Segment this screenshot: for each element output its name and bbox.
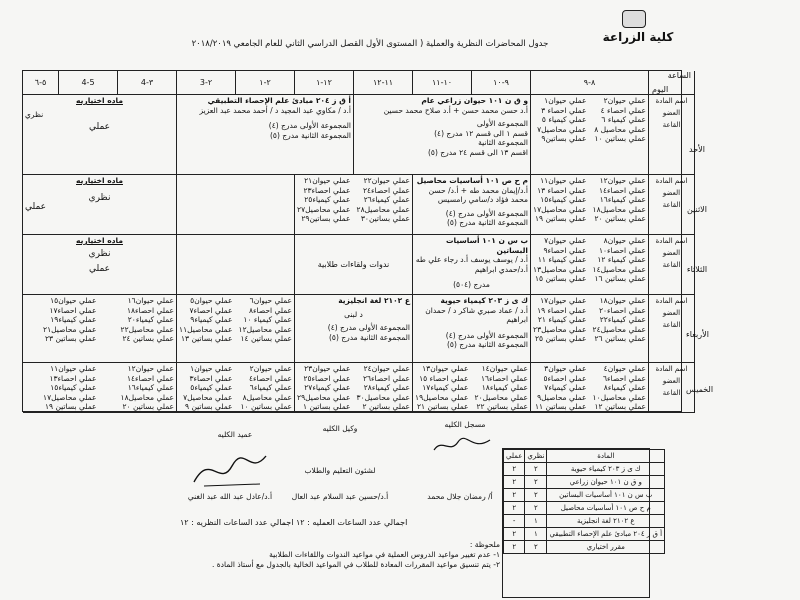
- tue-horticulture: [413, 235, 531, 295]
- practical-item: عملي بساتين ١٦: [594, 274, 646, 283]
- subjects-row: [504, 541, 665, 554]
- practical-hours: -: [504, 515, 525, 528]
- practical-item: عملي كيمياء ٢١: [537, 315, 587, 324]
- practicals-a: [415, 364, 469, 411]
- practical-item: عملي محاصيل٢٨: [356, 204, 410, 214]
- practical-item: عملي كيمياء٢٨: [363, 383, 410, 392]
- header-corner: [649, 71, 695, 95]
- practical-item: عملي بساتين٩: [541, 134, 587, 143]
- practical-item: عملي احصاء٢٠: [598, 305, 646, 315]
- timetable-grid: [22, 70, 691, 412]
- label-hall: القاعة: [662, 321, 681, 329]
- course-title: أ ق ز ٢٠٤ مبادئ علم الإحصاء التطبيقي: [207, 96, 351, 105]
- practical-item: عملي كيمياء١٥: [540, 195, 587, 204]
- group-1: المجموعة الأولى مدرج (٤): [268, 121, 351, 130]
- slot-5-6: ٥-٦: [23, 71, 59, 95]
- practical-item: عملي كيمياء٢٦: [363, 195, 410, 204]
- subjects-row: [504, 515, 665, 528]
- practicals-a: [25, 364, 97, 411]
- practical-item: عملي بساتين ٢٠: [122, 402, 174, 411]
- group-2: المجموعة الثانية مدرج (٥): [446, 218, 528, 227]
- group-2-detail: اقسم ١٣ الى قسم ٢٤ مدرج (٥): [427, 147, 528, 157]
- practical-item: عملي محاصيل١٨: [120, 392, 174, 402]
- practical-item: عملي حيوان١٢: [599, 176, 646, 185]
- practical-item: عملي كيمياء٢٧: [304, 383, 351, 392]
- thu-practicals-3-4: [23, 363, 177, 413]
- practical-label: عملي: [88, 264, 111, 274]
- practical-item: عملي حيوان١٢: [127, 364, 174, 373]
- page-title: جدول المحاضرات النظرية والعملية ( المستوى الأول القصل الدراسي الثاني للعام الجامعي ٢٠١٨/٢٠١٩: [191, 39, 549, 49]
- theory-hours: ٢: [525, 541, 547, 554]
- practicals-b: [593, 236, 647, 293]
- slot-3-4: ٣-4: [118, 71, 177, 95]
- note-2: ٢- يتم تنسيق مواعيد المقررات المعادة للطلاب في المواعيد الخالية بالجدول مع أستاذ المادة .: [211, 560, 500, 569]
- practical-item: عملي حيوان١٥: [50, 296, 97, 305]
- subjects-row: [504, 502, 665, 515]
- practical-item: عملي كيمياء ١١: [537, 255, 587, 264]
- subject-name: م ح ص ١٠١ أساسيات محاصيل: [547, 502, 665, 515]
- course-title: م ح ص ١٠١ أساسيات محاصيل: [416, 176, 528, 185]
- practical-item: عملي احصاء١٦: [480, 373, 528, 383]
- dean-signature-icon: [190, 442, 270, 492]
- practical-item: عملي حيوان٣: [544, 364, 587, 373]
- label-hall: القاعة: [662, 389, 681, 397]
- practical-item: عملي كيمياء١٦: [127, 383, 174, 392]
- tue-practicals-8-9: [531, 235, 649, 295]
- practical-item: عملي احصاء ٤: [600, 105, 646, 115]
- practicals-b: [593, 296, 647, 361]
- practical-hours: ٢: [504, 476, 525, 489]
- registrar-title: مسجل الكليه: [444, 420, 486, 429]
- practical-item: عملي حيوان٧: [544, 236, 587, 245]
- practicals-a: [533, 96, 587, 173]
- label-subject: اسم المادة: [655, 177, 688, 185]
- practical-item: عملي احصاء٢٥: [303, 373, 351, 383]
- practical-item: عملي كيمياء٥: [190, 383, 233, 392]
- tue-elective: [23, 235, 177, 295]
- practical-item: عملي احصاء٦: [603, 373, 646, 383]
- theory-label: نظري: [88, 192, 111, 203]
- slot-11-12: ١١-١٢: [354, 71, 413, 95]
- col-subject: المادة: [547, 450, 665, 463]
- theory-label: نظري: [25, 109, 44, 119]
- practical-item: عملي حيوان١٦: [127, 296, 174, 305]
- slot-12-1: ١٢-١: [295, 71, 354, 95]
- practical-hours: ٢: [504, 541, 525, 554]
- practical-item: عملي محاصيل١٤: [592, 264, 646, 274]
- practicals-b: [357, 364, 411, 411]
- thu-practicals-8-9: [531, 363, 649, 413]
- practical-item: عملي احصاء٣: [189, 373, 233, 383]
- sun-row-labels: [649, 95, 695, 175]
- label-subject: اسم المادة: [655, 297, 688, 305]
- practicals-b: [593, 96, 647, 173]
- practical-item: عملي محاصيل١٣: [533, 264, 587, 274]
- day-monday: الاثنين: [687, 205, 707, 214]
- theory-hours: ٢: [525, 489, 547, 502]
- label-member: العضو: [662, 109, 681, 117]
- practical-item: عملي محاصيل١٨: [592, 204, 646, 214]
- practicals-b: [103, 364, 175, 411]
- mon-empty-1: [177, 175, 295, 235]
- mon-elective: [23, 175, 177, 235]
- group-1: المجموعة الأولى مدرج (٤): [445, 330, 528, 340]
- practical-item: عملي بساتين ١٤: [240, 334, 292, 343]
- practical-item: عملي بساتين ١٩: [535, 214, 587, 223]
- practical-item: عملي احصاء ٣: [541, 105, 587, 115]
- practical-item: عملي احصاء ١٥: [419, 373, 469, 383]
- subjects-table: [502, 448, 663, 598]
- day-label: اليوم: [652, 84, 669, 94]
- practical-item: عملي احصاء١٠: [598, 245, 646, 255]
- practical-item: عملي احصاء١٧: [49, 305, 97, 315]
- practicals-a: [25, 296, 97, 361]
- label-member: العضو: [662, 249, 681, 257]
- sun-animal: [354, 95, 531, 175]
- practical-item: عملي بساتين٣٠: [360, 214, 410, 223]
- practical-item: عملي حيوان١١: [50, 364, 97, 373]
- practical-item: عملي محاصيل٢٧: [297, 204, 351, 214]
- practical-item: عملي كيمياء٢٠: [127, 315, 174, 324]
- practical-item: عملي كيمياء ١٢: [597, 255, 646, 264]
- theory-hours: ١: [525, 528, 547, 541]
- practical-item: عملي كيمياء١٩: [50, 315, 97, 324]
- group-2: المجموعة الثانية مدرج (٥): [328, 332, 410, 342]
- wed-biochem: [413, 295, 531, 363]
- practicals-a: [179, 364, 233, 411]
- practical-item: عملي بساتين ١٢: [594, 402, 646, 411]
- theory-hours: ١: [525, 515, 547, 528]
- practical-item: عملي بساتين ٢١: [417, 402, 469, 411]
- practical-item: عملي احصاء٨: [249, 305, 292, 315]
- label-member: العضو: [662, 309, 681, 317]
- label-subject: اسم المادة: [655, 365, 688, 373]
- practical-item: عملي حيوان٢٤: [363, 364, 410, 373]
- dean-title: عميد الكليه: [217, 430, 253, 439]
- course-member: أ.د / مكاوي عبد المجيد د / أحمد محمد عبد العزيز: [199, 105, 351, 115]
- practicals-a: [533, 236, 587, 293]
- practical-item: عملي محاصيل٧: [537, 124, 587, 134]
- wed-practicals-8-9: [531, 295, 649, 363]
- group-1: المجموعة الأولى: [476, 119, 528, 128]
- practicals-a: [533, 364, 587, 411]
- wed-english: [295, 295, 413, 363]
- practical-item: عملي حيوان١: [544, 96, 587, 105]
- course-title: ك ى ز ٢٠٣ كيمياء حيوية: [440, 296, 528, 305]
- subject-name: ع ٢١٠٢ لغة انجليزية: [547, 515, 665, 528]
- practical-item: عملي احصاء١٣: [49, 373, 97, 383]
- practical-item: عملي احصاء١٤: [598, 185, 646, 195]
- practical-item: عملي كيمياء ١٠: [243, 315, 292, 324]
- theory-hours: ٢: [525, 502, 547, 515]
- practical-item: عملي حيوان٢: [249, 364, 292, 373]
- mon-practicals-8-9: [531, 175, 649, 235]
- thu-practicals-12-1: [295, 363, 413, 413]
- tue-seminars: ندوات ولقاءات طلابية: [295, 235, 413, 295]
- day-sunday: الأحد: [689, 145, 705, 154]
- practical-item: عملي احصاء٢٤: [362, 185, 410, 195]
- course-member: أ.د/إيمان محمد طه + أ.د/ حسن محمد فؤاد د/سامي رامسيس: [428, 185, 528, 204]
- practical-item: عملي كيمياء ٦: [601, 115, 646, 124]
- course-member: أ.د / يوسف يوسف أ.د رجاء علي طه أ.د/حمدي ابراهيم: [415, 255, 528, 274]
- elective-label: ماده اختياريه: [76, 236, 123, 245]
- practicals-b: [239, 296, 293, 361]
- day-wednesday: الأربعاء: [686, 330, 709, 339]
- wed-practicals-1-2: [177, 295, 295, 363]
- wed-row-labels: [649, 295, 695, 363]
- slot-10-11: ١٠-١١: [413, 71, 472, 95]
- subjects-row: [504, 528, 665, 541]
- practical-item: عملي كيمياء١٦: [599, 195, 646, 204]
- registrar-name: أ/ رمضان جلال محمد: [427, 492, 493, 501]
- label-subject: اسم المادة: [655, 237, 688, 245]
- practical-item: عملي كيمياء١٥: [50, 383, 97, 392]
- practicals-b: [239, 364, 293, 411]
- practical-item: عملي بساتين ١٠: [594, 134, 646, 143]
- label-member: العضو: [662, 189, 681, 197]
- sun-practicals-8-9: [531, 95, 649, 175]
- slot-2-3: ٢-3: [177, 71, 236, 95]
- course-title: ب س ن ١٠١ أساسيات البساتين: [445, 236, 528, 255]
- practical-item: عملي حيوان٢١: [304, 176, 351, 185]
- practical-item: عملي بساتين ١١: [535, 402, 587, 411]
- practical-item: عملي بساتين ١٠: [240, 402, 292, 411]
- label-hall: القاعة: [662, 121, 681, 129]
- tue-empty: [177, 235, 295, 295]
- slot-4-5: 4-5: [59, 71, 118, 95]
- practical-item: عملي محاصيل١٩: [415, 392, 469, 402]
- group-1-detail: قسم ١ الى قسم ١٢ مدرج (٤): [434, 128, 528, 138]
- practical-item: عملي محاصيل٣٠: [356, 392, 410, 402]
- practical-item: عملي محاصيل٢٢: [120, 324, 174, 334]
- subjects-row: [504, 489, 665, 502]
- practical-item: عملي محاصيل٧: [183, 392, 233, 402]
- subject-name: مقرر اختياري: [547, 541, 665, 554]
- practical-hours: ٢: [504, 528, 525, 541]
- practicals-b: [357, 176, 411, 233]
- practical-item: عملي بساتين٢٩: [301, 214, 351, 223]
- practical-item: عملي محاصيل١٢: [238, 324, 292, 334]
- practical-hours: ٢: [504, 489, 525, 502]
- subjects-row: [504, 463, 665, 476]
- slot-9-10: ٩-١٠: [472, 71, 531, 95]
- practical-label: عملي: [25, 202, 47, 212]
- col-theory: نظري: [525, 450, 547, 463]
- registrar-signature-icon: [432, 432, 492, 456]
- practical-item: عملي احصاء ١٣: [537, 185, 587, 195]
- group-2: المجموعة الثانية مدرج (٥): [446, 340, 528, 349]
- practical-item: عملي حيوان٢٣: [304, 364, 351, 373]
- practical-item: عملي حيوان١٨: [599, 296, 646, 305]
- practical-hours: ٢: [504, 502, 525, 515]
- note-1: ١- عدم تغيير مواعيد الدروس العملية في مواعيد الندوات واللقاءات الطلابية: [269, 550, 500, 559]
- practical-item: عملي بساتين ١: [303, 402, 351, 411]
- practicals-a: [179, 296, 233, 361]
- dean-name: أ.د/عادل عبد الله عبد الغني: [187, 492, 273, 501]
- practical-item: عملي احصاء٥: [543, 373, 587, 383]
- practical-item: عملي محاصيل١٧: [43, 392, 97, 402]
- practical-item: عملي كيمياء٧: [544, 383, 587, 392]
- practical-item: عملي كيمياء٨: [603, 383, 646, 392]
- practical-item: عملي بساتين ٢٤: [122, 334, 174, 343]
- university-logo-icon: [622, 10, 646, 28]
- group-2: المجموعة الثانية: [478, 138, 528, 147]
- practical-item: عملي بساتين ٢٣: [45, 334, 97, 343]
- course-member: أ.د حسن محمد حسن + أ.د صلاح محمد حسين: [383, 105, 528, 115]
- practical-item: عملي محاصيل٢٩: [297, 392, 351, 402]
- practical-item: عملي حيوان١٤: [481, 364, 528, 373]
- practical-item: عملي حيوان٨: [603, 236, 646, 245]
- sun-statistics: [177, 95, 354, 175]
- elective-label: ماده اختياريه: [76, 96, 123, 105]
- practical-item: عملي بساتين ١٩: [45, 402, 97, 411]
- subjects-row: [504, 476, 665, 489]
- practical-item: عملي كيمياء ٥: [541, 115, 587, 124]
- practical-item: عملي احصاء١٤: [126, 373, 174, 383]
- practical-item: عملي محاصيل١٧: [533, 204, 587, 214]
- practical-hours: ٢: [504, 463, 525, 476]
- sun-elective: [23, 95, 177, 175]
- practical-item: عملي بساتين ٢٦: [594, 334, 646, 343]
- wed-practicals-3-4: [23, 295, 177, 363]
- practicals-b: [593, 364, 647, 411]
- practical-item: عملي حيوان٢٢: [363, 176, 410, 185]
- practical-item: عملي احصاء١٨: [126, 305, 174, 315]
- subject-name: و ق ن ١٠١ حيوان زراعي: [547, 476, 665, 489]
- practical-item: عملي حيوان٥: [190, 296, 233, 305]
- theory-label: نظري: [88, 248, 111, 259]
- practical-item: عملي بساتين ١٣: [181, 334, 233, 343]
- practical-item: عملي حيوان١٧: [540, 296, 587, 305]
- label-hall: القاعة: [662, 201, 681, 209]
- practical-item: عملي بساتين ٢٢: [476, 402, 528, 411]
- practicals-a: [533, 176, 587, 233]
- theory-hours: ٢: [525, 476, 547, 489]
- practical-item: عملي حيوان١٣: [422, 364, 469, 373]
- practical-item: عملي بساتين ٢٥: [535, 334, 587, 343]
- hours-stats: [150, 518, 407, 527]
- practical-item: عملي محاصيل٢٣: [533, 324, 587, 334]
- subject-name: ك ى ز ٢٠٣ كيمياء حيوية: [547, 463, 665, 476]
- practical-item: عملي احصاء٢٦: [362, 373, 410, 383]
- subjects-header-row: [504, 450, 665, 463]
- practical-item: عملي حيوان١١: [540, 176, 587, 185]
- mon-crops: [413, 175, 531, 235]
- subject-name: أ ق ز ٢٠٤ مبادئ علم الإحصاء التطبيقي: [547, 528, 665, 541]
- label-subject: اسم المادة: [655, 97, 688, 105]
- practicals-a: [533, 296, 587, 361]
- practical-item: عملي محاصيل ٨: [594, 124, 646, 134]
- faculty-name: كلية الزراعة: [602, 30, 674, 44]
- hour-label: الساعة: [667, 71, 691, 80]
- vice-dean-role: لشئون التعليم والطلاب: [304, 466, 376, 475]
- col-practical: عملي: [504, 450, 525, 463]
- notes: [200, 540, 500, 570]
- thu-practicals-10-11: [413, 363, 531, 413]
- course-member: أ.د / عماد صبري شاكر د / حمدان ابراهيم: [425, 305, 528, 324]
- course-member: د لبنى: [344, 309, 363, 319]
- practical-item: عملي كيمياء٦: [249, 383, 292, 392]
- thu-practicals-1-2: [177, 363, 295, 413]
- course-title: و ق ن ١٠١ حيوان زراعي عام: [421, 96, 528, 105]
- practicals-b: [593, 176, 647, 233]
- practicals-a: [297, 364, 351, 411]
- group-1: المجموعة الأولى مدرج (٤): [327, 323, 410, 332]
- practicals-a: [297, 176, 351, 233]
- practical-item: عملي محاصيل٩: [537, 392, 587, 402]
- practical-item: عملي محاصيل٢١: [43, 324, 97, 334]
- practical-item: عملي كيمياء١٨: [481, 383, 528, 392]
- practical-item: عملي بساتين ٢: [362, 402, 410, 411]
- practical-hours: اجمالي عدد الساعات العمليه : ١٢: [295, 518, 408, 527]
- practical-item: عملي بساتين ١٥: [535, 274, 587, 283]
- practical-item: عملي محاصيل١١: [179, 324, 233, 334]
- elective-label: ماده اختياريه: [76, 176, 123, 185]
- subject-name: ب س ن ١٠١ أساسيات البساتين: [547, 489, 665, 502]
- course-hall: مدرج (٥٠٤): [453, 280, 490, 289]
- notes-label: ملحوظة :: [469, 540, 500, 549]
- mon-practicals-12-1: [295, 175, 413, 235]
- practical-item: عملي احصاء٩: [543, 245, 587, 255]
- practical-item: عملي احصاء٤: [249, 373, 292, 383]
- practical-item: عملي احصاء٢٣: [303, 185, 351, 195]
- group-1: المجموعة الأولى مدرج (٤): [445, 208, 528, 218]
- course-title: ع ٢١٠٢ لغة انجليزية: [338, 296, 410, 305]
- practical-item: عملي كيمياء١٧: [422, 383, 469, 392]
- practical-item: عملي بساتين ٢٠: [594, 214, 646, 223]
- practicals-b: [103, 296, 175, 361]
- group-2: المجموعة الثانية مدرج (٥): [269, 130, 351, 140]
- practical-item: عملي كيمياء٢٥: [304, 195, 351, 204]
- practical-item: عملي بساتين ٩: [185, 402, 233, 411]
- practical-item: عملي حيوان٢: [603, 96, 646, 105]
- label-hall: القاعة: [662, 261, 681, 269]
- theory-hours: ٢: [525, 463, 547, 476]
- practical-item: عملي احصاء ١٩: [537, 305, 587, 315]
- practical-item: عملي حيوان٤: [603, 364, 646, 373]
- theory-hours: اجمالي عدد الساعات النظريه : ١٢: [180, 518, 294, 527]
- practical-item: عملي محاصيل١٠: [592, 392, 646, 402]
- practical-item: عملي احصاء٧: [189, 305, 233, 315]
- day-tuesday: الثلاثاء: [686, 265, 708, 274]
- label-member: العضو: [662, 377, 681, 385]
- practical-item: عملي حيوان١: [190, 364, 233, 373]
- day-thursday: الخميس: [686, 385, 714, 394]
- practical-item: عملي محاصيل٢٠: [474, 392, 528, 402]
- practical-item: عملي كيمياء٩: [190, 315, 233, 324]
- practical-label: عملي: [88, 122, 111, 132]
- practical-item: عملي حيوان٦: [249, 296, 292, 305]
- slot-1-2: ٢-١: [236, 71, 295, 95]
- vice-dean-name: أ.د/حسين عبد السلام عبد العال: [291, 492, 389, 501]
- practical-item: عملي محاصيل٢٤: [592, 324, 646, 334]
- slot-8-9: ٨-٩: [531, 71, 649, 95]
- practical-item: عملي محاصيل٨: [242, 392, 292, 402]
- vice-dean-title: وكيل الكليه: [322, 424, 358, 433]
- practicals-b: [475, 364, 529, 411]
- signatures: [170, 420, 510, 501]
- practical-item: عملي كيمياء٢٢: [599, 315, 646, 324]
